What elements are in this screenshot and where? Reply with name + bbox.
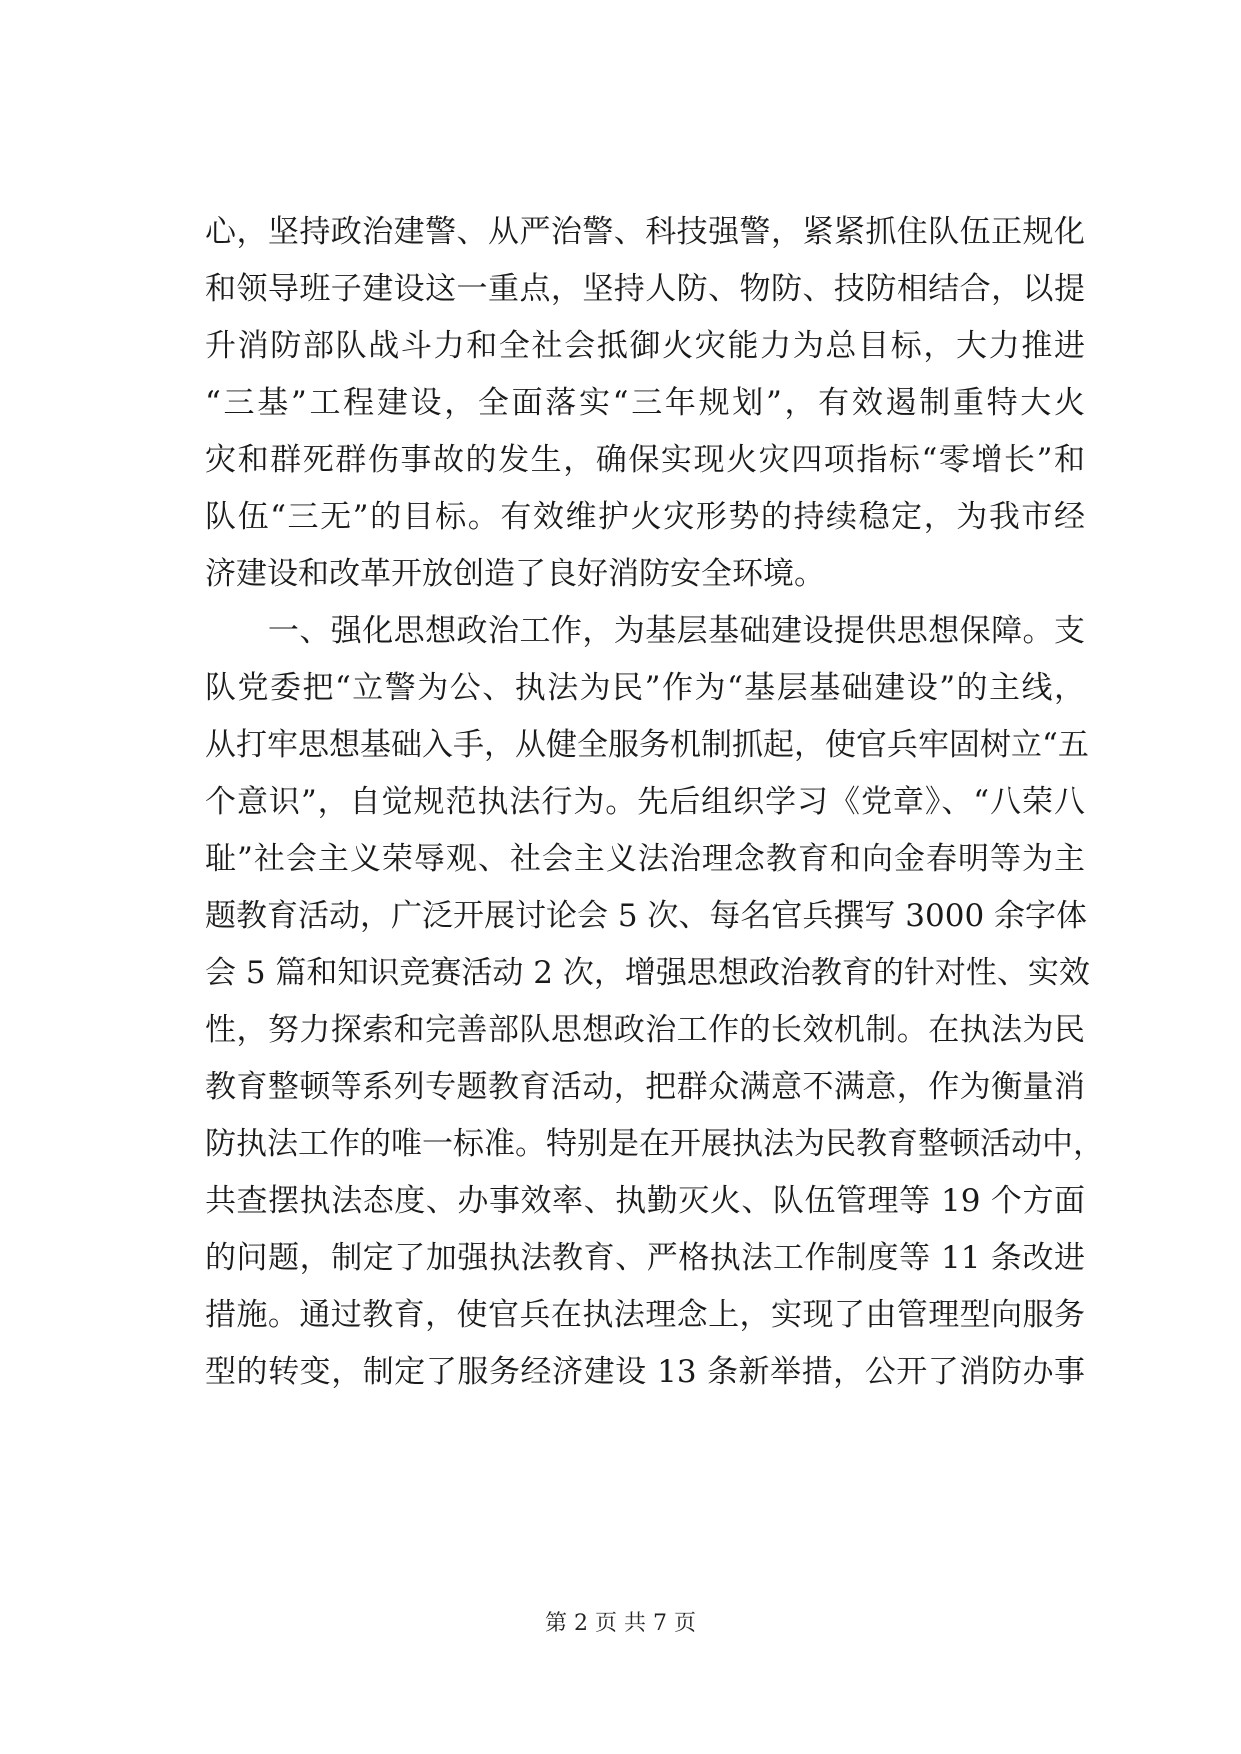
text-line: 心，坚持政治建警、从严治警、科技强警，紧紧抓住队伍正规化 [205,214,1085,250]
text-line: 济建设和改革开放创造了良好消防安全环境。 [205,556,825,592]
text-line: 的问题，制定了加强执法教育、严格执法工作制度等 11 条改进 [205,1240,1085,1276]
text-line: 升消防部队战斗力和全社会抵御火灾能力为总目标，大力推进 [205,328,1085,364]
text-line: 型的转变，制定了服务经济建设 13 条新举措，公开了消防办事 [205,1354,1085,1390]
page-number-footer: 第 2 页 共 7 页 [545,1611,696,1636]
text-line: 教育整顿等系列专题教育活动，把群众满意不满意，作为衡量消 [205,1069,1085,1105]
text-line: 会 5 篇和知识竞赛活动 2 次，增强思想政治教育的针对性、实效 [205,955,1090,991]
text-line: 共查摆执法态度、办事效率、执勤灭火、队伍管理等 19 个方面 [205,1183,1085,1219]
text-line: 一、强化思想政治工作，为基层基础建设提供思想保障。支 [205,613,1085,649]
text-line: 题教育活动，广泛开展讨论会 5 次、每名官兵撰写 3000 余字体 [205,898,1088,934]
text-line: 从打牢思想基础入手，从健全服务机制抓起，使官兵牢固树立“五 [205,727,1089,763]
text-line: 防执法工作的唯一标准。特别是在开展执法为民教育整顿活动中， [205,1126,1104,1162]
text-line: 性，努力探索和完善部队思想政治工作的长效机制。在执法为民 [205,1012,1085,1048]
text-line: 个意识”，自觉规范执法行为。先后组织学习《党章》、“八荣八 [205,784,1085,820]
text-line: 措施。通过教育，使官兵在执法理念上，实现了由管理型向服务 [205,1297,1085,1333]
text-line: 和领导班子建设这一重点，坚持人防、物防、技防相结合，以提 [205,271,1085,307]
text-line: 灾和群死群伤事故的发生，确保实现火灾四项指标“零增长”和 [205,442,1085,478]
text-line: “三基”工程建设，全面落实“三年规划”，有效遏制重特大火 [205,385,1085,421]
text-line: 耻”社会主义荣辱观、社会主义法治理念教育和向金春明等为主 [205,841,1085,877]
text-line: 队党委把“立警为公、执法为民”作为“基层基础建设”的主线， [205,670,1085,706]
text-line: 队伍“三无”的目标。有效维护火灾形势的持续稳定，为我市经 [205,499,1085,535]
